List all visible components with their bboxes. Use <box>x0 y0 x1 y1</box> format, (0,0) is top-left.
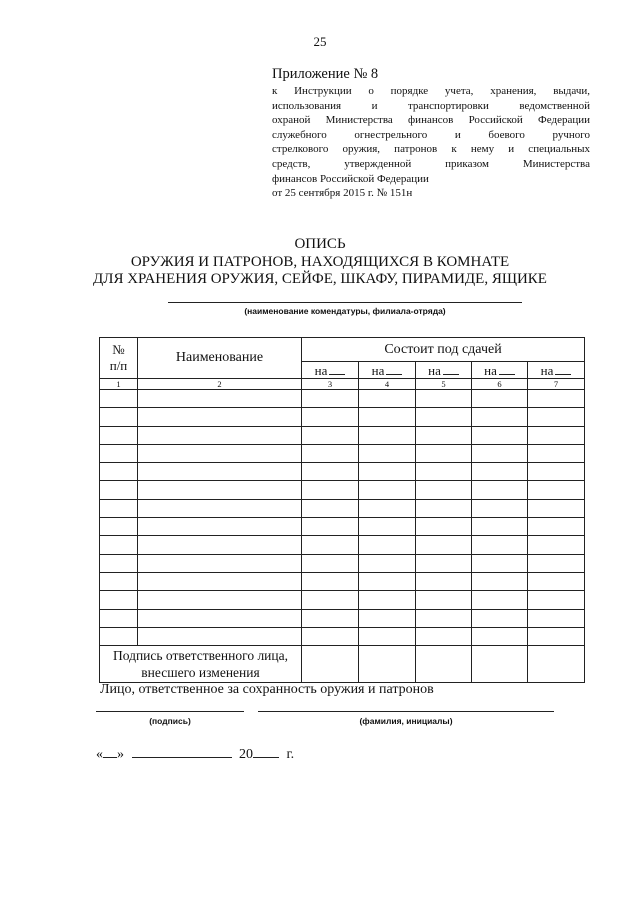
full-name-field[interactable] <box>258 711 554 712</box>
table-cell[interactable] <box>359 591 416 609</box>
heading-line-3: ДЛЯ ХРАНЕНИЯ ОРУЖИЯ, СЕЙФЕ, ШКАФУ, ПИРАМИДЕ, ЯЩИКЕ <box>93 271 547 287</box>
table-cell[interactable] <box>100 536 138 554</box>
table-cell[interactable] <box>416 518 472 536</box>
heading-line-1: ОПИСЬ <box>294 236 346 252</box>
table-cell[interactable] <box>138 408 302 426</box>
table-cell[interactable] <box>138 426 302 444</box>
table-cell[interactable] <box>359 609 416 627</box>
table-cell[interactable] <box>528 591 585 609</box>
table-cell[interactable] <box>100 627 138 645</box>
table-cell[interactable] <box>138 609 302 627</box>
table-cell[interactable] <box>528 572 585 590</box>
table-cell[interactable] <box>302 609 359 627</box>
table-cell[interactable] <box>138 444 302 462</box>
header-number-line: № <box>112 342 125 357</box>
table-cell[interactable] <box>472 481 528 499</box>
column-number: 4 <box>359 379 416 390</box>
table-cell[interactable] <box>416 481 472 499</box>
table-row <box>100 518 585 536</box>
header-na-cell <box>416 362 472 379</box>
table-cell[interactable] <box>359 518 416 536</box>
table-cell[interactable] <box>416 627 472 645</box>
table-cell[interactable] <box>359 408 416 426</box>
table-cell[interactable] <box>416 444 472 462</box>
appendix-title: Приложение № 8 <box>272 66 379 82</box>
month-field[interactable] <box>132 745 232 758</box>
na-date-field[interactable] <box>386 374 402 375</box>
table-cell[interactable] <box>472 426 528 444</box>
signature-label-cell <box>100 646 302 683</box>
column-number: 7 <box>528 379 585 390</box>
table-cell[interactable] <box>528 481 585 499</box>
table-cell[interactable] <box>302 572 359 590</box>
table-cell[interactable] <box>359 627 416 645</box>
quote-open: « <box>96 747 103 762</box>
table-cell[interactable] <box>528 536 585 554</box>
table-cell[interactable] <box>528 444 585 462</box>
table-cell[interactable] <box>416 408 472 426</box>
table-cell[interactable] <box>302 426 359 444</box>
column-number: 5 <box>416 379 472 390</box>
table-cell[interactable] <box>472 518 528 536</box>
na-label: на <box>371 362 385 378</box>
table-cell[interactable] <box>472 572 528 590</box>
table-cell[interactable] <box>416 554 472 572</box>
header-number-line: п/п <box>109 358 128 373</box>
appendix-line: средств, утвержденной приказом Министерства <box>272 157 590 170</box>
table-cell[interactable] <box>302 463 359 481</box>
table-cell[interactable] <box>416 536 472 554</box>
table-cell[interactable] <box>138 627 302 645</box>
table-cell[interactable] <box>138 536 302 554</box>
na-label: на <box>314 362 328 378</box>
table-row <box>100 627 585 645</box>
table-row <box>100 554 585 572</box>
signature-caption: (подпись) <box>149 716 191 726</box>
table-row <box>100 426 585 444</box>
table-cell[interactable] <box>528 426 585 444</box>
table-cell[interactable] <box>138 499 302 517</box>
table-row <box>100 481 585 499</box>
table-cell[interactable] <box>302 536 359 554</box>
table-cell[interactable] <box>359 463 416 481</box>
header-na-cell <box>302 362 359 379</box>
table-cell[interactable] <box>302 518 359 536</box>
table-cell[interactable] <box>302 408 359 426</box>
table-cell[interactable] <box>359 390 416 408</box>
appendix-line: служебного огнестрельного и боевого ручного <box>272 128 590 141</box>
na-label: на <box>540 362 554 378</box>
na-label: на <box>428 362 441 378</box>
table-cell[interactable] <box>302 591 359 609</box>
table-cell[interactable] <box>528 554 585 572</box>
table-cell[interactable] <box>359 536 416 554</box>
na-date-field[interactable] <box>499 374 515 375</box>
table-cell[interactable] <box>472 390 528 408</box>
table-cell[interactable] <box>528 627 585 645</box>
table-cell[interactable] <box>472 408 528 426</box>
year-field[interactable] <box>253 745 279 758</box>
table-cell[interactable] <box>138 554 302 572</box>
table-cell[interactable] <box>416 426 472 444</box>
appendix-line: к Инструкции о порядке учета, хранения, выдачи, <box>272 85 590 97</box>
na-label: на <box>484 362 497 378</box>
inventory-table <box>99 337 585 683</box>
table-cell[interactable] <box>472 609 528 627</box>
table-cell[interactable] <box>302 627 359 645</box>
document-heading <box>0 236 640 289</box>
appendix-line: от 25 сентября 2015 г. № 151н <box>272 187 413 200</box>
appendix-line: финансов Российской Федерации <box>272 172 429 185</box>
table-cell[interactable] <box>302 481 359 499</box>
heading-line-2: ОРУЖИЯ И ПАТРОНОВ, НАХОДЯЩИХСЯ В КОМНАТЕ <box>130 253 510 270</box>
header-number-cell <box>100 338 138 379</box>
signature-cell[interactable] <box>359 646 416 683</box>
signature-cell[interactable] <box>528 646 585 683</box>
table-cell[interactable] <box>472 591 528 609</box>
table-row <box>100 536 585 554</box>
appendix-line: использования и транспортировки ведомственной <box>272 99 590 112</box>
column-number: 3 <box>302 379 359 390</box>
org-name-field[interactable] <box>168 302 522 303</box>
column-number-row <box>100 379 585 390</box>
table-cell[interactable] <box>100 426 138 444</box>
table-row <box>100 390 585 408</box>
na-date-field[interactable] <box>329 374 345 375</box>
table-cell[interactable] <box>359 572 416 590</box>
table-cell[interactable] <box>359 444 416 462</box>
table-cell[interactable] <box>528 463 585 481</box>
table-cell[interactable] <box>100 572 138 590</box>
table-cell[interactable] <box>528 408 585 426</box>
appendix-line: охраной Министерства финансов Российской Федерации <box>272 114 590 127</box>
signature-cell[interactable] <box>416 646 472 683</box>
full-name-caption: (фамилия, инициалы) <box>359 716 453 726</box>
table-row <box>100 591 585 609</box>
responsible-person-text: Лицо, ответственное за сохранность оружия и патронов <box>100 682 434 697</box>
year-suffix: г. <box>286 747 295 762</box>
na-date-field[interactable] <box>443 374 459 375</box>
table-row <box>100 408 585 426</box>
table-row <box>100 444 585 462</box>
table-cell[interactable] <box>100 591 138 609</box>
table-cell[interactable] <box>528 518 585 536</box>
table-cell[interactable] <box>472 627 528 645</box>
table-cell[interactable] <box>138 390 302 408</box>
signature-cell[interactable] <box>302 646 359 683</box>
signature-row <box>100 646 585 683</box>
table-cell[interactable] <box>472 463 528 481</box>
table-cell[interactable] <box>359 499 416 517</box>
table-cell[interactable] <box>100 408 138 426</box>
table-cell[interactable] <box>100 481 138 499</box>
table-cell[interactable] <box>359 426 416 444</box>
table-cell[interactable] <box>302 390 359 408</box>
table-cell[interactable] <box>416 591 472 609</box>
date-line <box>96 745 294 763</box>
na-date-field[interactable] <box>555 374 571 375</box>
table-row <box>100 572 585 590</box>
table-cell[interactable] <box>416 609 472 627</box>
header-name-cell: Наименование <box>138 338 302 379</box>
table-cell[interactable] <box>416 499 472 517</box>
table-cell[interactable] <box>302 554 359 572</box>
table-cell[interactable] <box>100 463 138 481</box>
page-number: 25 <box>313 34 327 49</box>
table-cell[interactable] <box>138 591 302 609</box>
table-cell[interactable] <box>472 554 528 572</box>
column-number: 6 <box>472 379 528 390</box>
signature-cell[interactable] <box>472 646 528 683</box>
header-na-cell <box>359 362 416 379</box>
table-cell[interactable] <box>416 390 472 408</box>
table-cell[interactable] <box>302 499 359 517</box>
signature-field[interactable] <box>96 711 244 712</box>
day-field[interactable] <box>103 745 117 758</box>
table-cell[interactable] <box>100 390 138 408</box>
table-row <box>100 499 585 517</box>
table-cell[interactable] <box>138 463 302 481</box>
table-cell[interactable] <box>100 518 138 536</box>
appendix-block <box>272 66 590 201</box>
table-cell[interactable] <box>100 499 138 517</box>
table-row <box>100 609 585 627</box>
table-cell[interactable] <box>100 609 138 627</box>
table-cell[interactable] <box>138 572 302 590</box>
table-cell[interactable] <box>528 499 585 517</box>
table-cell[interactable] <box>472 499 528 517</box>
table-cell[interactable] <box>138 518 302 536</box>
quote-close: » <box>117 747 124 762</box>
table-cell[interactable] <box>359 554 416 572</box>
table-cell[interactable] <box>472 536 528 554</box>
table-cell[interactable] <box>528 390 585 408</box>
header-na-cell <box>528 362 585 379</box>
table-cell[interactable] <box>359 481 416 499</box>
table-cell[interactable] <box>100 444 138 462</box>
table-row <box>100 463 585 481</box>
year-prefix: 20 <box>239 747 253 762</box>
table-cell[interactable] <box>416 463 472 481</box>
header-na-cell <box>472 362 528 379</box>
column-number: 2 <box>138 379 302 390</box>
signature-label-line: Подпись ответственного лица, <box>112 648 289 664</box>
table-cell[interactable] <box>528 609 585 627</box>
table-cell[interactable] <box>138 481 302 499</box>
table-cell[interactable] <box>302 444 359 462</box>
table-cell[interactable] <box>416 572 472 590</box>
header-status-cell: Состоит под сдачей <box>302 338 585 362</box>
table-cell[interactable] <box>472 444 528 462</box>
signature-label-line: внесшего изменения <box>141 665 260 681</box>
table-cell[interactable] <box>100 554 138 572</box>
org-name-caption: (наименование комендатуры, филиала-отряда) <box>244 306 446 316</box>
appendix-line: стрелкового оружия, патронов к нему и специальных <box>272 143 590 156</box>
column-number: 1 <box>100 379 138 390</box>
